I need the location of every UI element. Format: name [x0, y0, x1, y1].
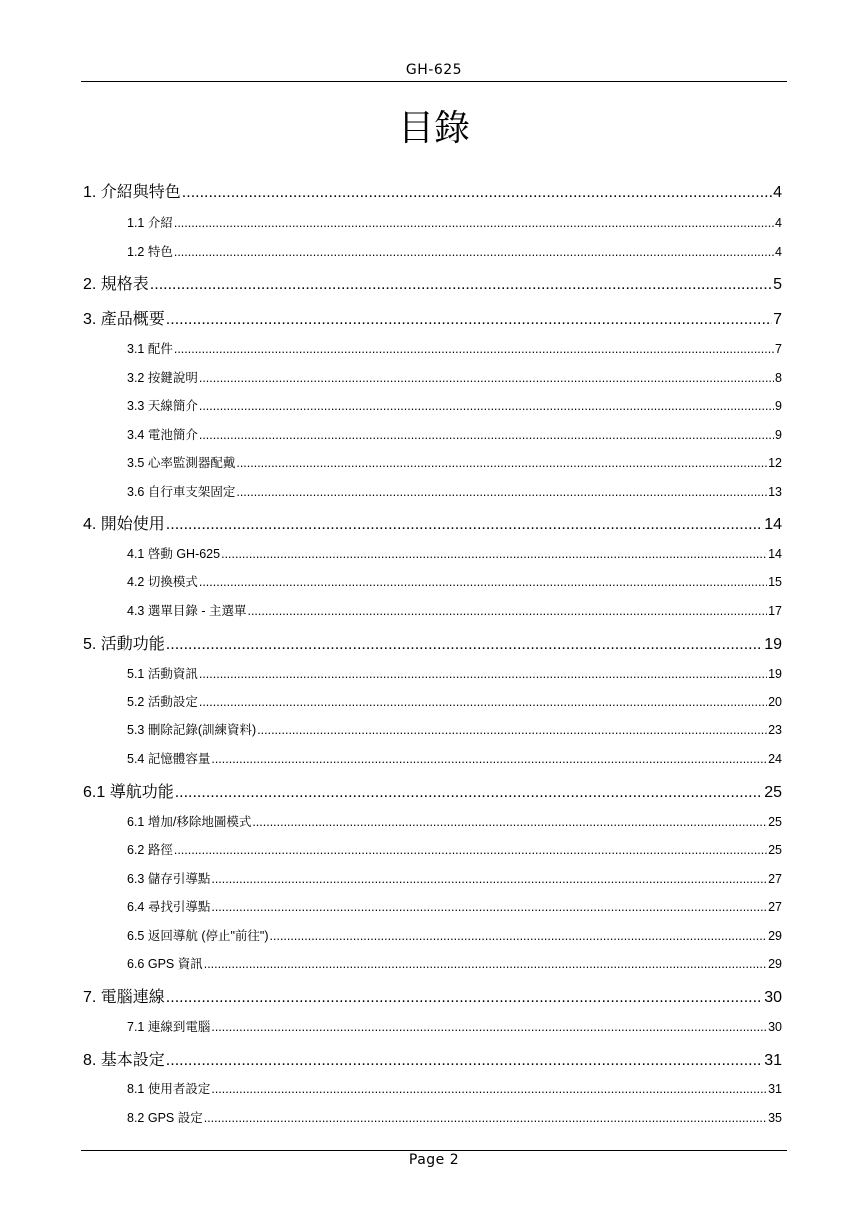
toc-section-entry[interactable] — [127, 749, 782, 767]
toc-entry-page: 9 — [775, 428, 782, 442]
toc-entry-label: 5. 活動功能 — [83, 636, 165, 653]
running-header: GH-625 — [405, 62, 463, 78]
dot-leader — [270, 929, 768, 943]
toc-entry-label: 8.1 使用者設定 — [127, 1082, 211, 1096]
toc-chapter-entry[interactable] — [83, 306, 782, 329]
toc-entry-label: 6.1 導航功能 — [83, 784, 174, 801]
dot-leader — [204, 1111, 767, 1125]
toc-entry-page: 19 — [764, 636, 782, 653]
toc-entry-page: 4 — [773, 184, 782, 201]
toc-section-entry[interactable] — [127, 242, 782, 260]
toc-chapter-entry[interactable] — [83, 511, 782, 534]
toc-entry-label: 7.1 連線到電腦 — [127, 1020, 211, 1034]
dot-leader — [211, 752, 767, 766]
toc-section-entry[interactable] — [127, 544, 782, 562]
document-title: 目錄 — [397, 108, 470, 149]
toc-entry-page: 14 — [764, 516, 782, 533]
toc-section-entry[interactable] — [127, 1017, 782, 1035]
toc-section-entry[interactable] — [127, 1108, 782, 1126]
toc-entry-label: 5.2 活動設定 — [127, 695, 198, 709]
toc-entry-label: 2. 規格表 — [83, 276, 149, 293]
dot-leader — [150, 276, 772, 294]
toc-entry-page: 35 — [768, 1111, 782, 1125]
toc-section-entry[interactable] — [127, 869, 782, 887]
dot-leader — [182, 184, 772, 202]
toc-entry-label: 6.4 尋找引導點 — [127, 900, 211, 914]
toc-entry-label: 4.2 切換模式 — [127, 575, 198, 589]
toc-entry-label: 1.2 特色 — [127, 245, 173, 259]
toc-section-entry[interactable] — [127, 897, 782, 915]
toc-section-entry[interactable] — [127, 926, 782, 944]
toc-entry-page: 4 — [775, 216, 782, 230]
toc-entry-label: 6.1 增加/移除地圖模式 — [127, 815, 252, 829]
toc-entry-label: 5.3 刪除記錄(訓練資料) — [127, 723, 257, 737]
toc-entry-label: 8.2 GPS 設定 — [127, 1111, 203, 1125]
toc-entry-label: 4.3 選單目錄 - 主選單 — [127, 604, 247, 618]
dot-leader — [166, 636, 763, 654]
toc-entry-page: 25 — [764, 784, 782, 801]
toc-section-entry[interactable] — [127, 482, 782, 500]
toc-entry-page: 25 — [768, 843, 782, 857]
toc-chapter-entry[interactable] — [83, 631, 782, 654]
toc-entry-page: 30 — [768, 1020, 782, 1034]
toc-entry-page: 13 — [768, 485, 782, 499]
toc-section-entry[interactable] — [127, 572, 782, 590]
toc-entry-page: 9 — [775, 399, 782, 413]
footer-rule — [81, 1150, 787, 1151]
dot-leader — [252, 815, 767, 829]
toc-section-entry[interactable] — [127, 396, 782, 414]
dot-leader — [174, 342, 774, 356]
toc-entry-page: 23 — [768, 723, 782, 737]
toc-section-entry[interactable] — [127, 840, 782, 858]
toc-entry-page: 20 — [768, 695, 782, 709]
toc-entry-page: 27 — [768, 872, 782, 886]
toc-section-entry[interactable] — [127, 453, 782, 471]
toc-entry-label: 5.4 記憶體容量 — [127, 752, 211, 766]
dot-leader — [199, 695, 767, 709]
dot-leader — [199, 399, 774, 413]
toc-entry-page: 31 — [764, 1052, 782, 1069]
dot-leader — [174, 216, 774, 230]
toc-entry-page: 15 — [768, 575, 782, 589]
toc-entry-label: 7. 電腦連線 — [83, 989, 165, 1006]
toc-entry-label: 3.1 配件 — [127, 342, 173, 356]
toc-entry-label: 6.3 儲存引導點 — [127, 872, 211, 886]
toc-entry-label: 3.2 按鍵說明 — [127, 371, 198, 385]
toc-entry-page: 7 — [773, 311, 782, 328]
toc-entry-label: 6.2 路徑 — [127, 843, 173, 857]
dot-leader — [257, 723, 767, 737]
dot-leader — [211, 872, 767, 886]
toc-entry-label: 6.6 GPS 資訊 — [127, 957, 203, 971]
dot-leader — [211, 1082, 767, 1096]
dot-leader — [204, 957, 767, 971]
dot-leader — [175, 784, 764, 802]
dot-leader — [166, 989, 763, 1007]
dot-leader — [199, 428, 774, 442]
toc-entry-label: 1.1 介紹 — [127, 216, 173, 230]
toc-entry-page: 8 — [775, 371, 782, 385]
dot-leader — [166, 516, 763, 534]
toc-chapter-entry[interactable] — [83, 271, 782, 294]
toc-entry-page: 31 — [768, 1082, 782, 1096]
toc-entry-label: 3. 產品概要 — [83, 311, 165, 328]
toc-section-entry[interactable] — [127, 425, 782, 443]
dot-leader — [211, 900, 767, 914]
toc-section-entry[interactable] — [127, 954, 782, 972]
toc-entry-label: 3.3 天線簡介 — [127, 399, 198, 413]
toc-entry-label: 1. 介紹與特色 — [83, 184, 181, 201]
dot-leader — [174, 843, 767, 857]
toc-section-entry[interactable] — [127, 692, 782, 710]
toc-entry-page: 17 — [768, 604, 782, 618]
toc-section-entry[interactable] — [127, 339, 782, 357]
toc-entry-label: 5.1 活動資訊 — [127, 667, 198, 681]
toc-chapter-entry[interactable] — [83, 984, 782, 1007]
dot-leader — [199, 371, 774, 385]
dot-leader — [236, 485, 767, 499]
toc-section-entry[interactable] — [127, 720, 782, 738]
dot-leader — [211, 1020, 767, 1034]
toc-chapter-entry[interactable] — [83, 779, 782, 802]
toc-entry-page: 12 — [768, 456, 782, 470]
dot-leader — [221, 547, 767, 561]
page-number: Page 2 — [408, 1152, 460, 1168]
toc-entry-page: 27 — [768, 900, 782, 914]
toc-entry-label: 4.1 啓動 GH-625 — [127, 547, 221, 561]
toc-section-entry[interactable] — [127, 664, 782, 682]
toc-entry-label: 3.4 電池簡介 — [127, 428, 198, 442]
toc-entry-page: 25 — [768, 815, 782, 829]
toc-section-entry[interactable] — [127, 213, 782, 231]
toc-entry-page: 24 — [768, 752, 782, 766]
dot-leader — [174, 245, 774, 259]
toc-chapter-entry[interactable] — [83, 1047, 782, 1070]
toc-entry-page: 30 — [764, 989, 782, 1006]
toc-section-entry[interactable] — [127, 601, 782, 619]
toc-entry-label: 3.5 心率監測器配戴 — [127, 456, 236, 470]
toc-entry-label: 6.5 返回導航 (停止"前往") — [127, 929, 269, 943]
toc-chapter-entry[interactable] — [83, 179, 782, 202]
toc-entry-page: 29 — [768, 929, 782, 943]
dot-leader — [247, 604, 767, 618]
toc-entry-label: 8. 基本設定 — [83, 1052, 165, 1069]
toc-entry-label: 3.6 自行車支架固定 — [127, 485, 236, 499]
toc-section-entry[interactable] — [127, 368, 782, 386]
dot-leader — [166, 311, 772, 329]
toc-entry-page: 5 — [773, 276, 782, 293]
toc-entry-page: 19 — [768, 667, 782, 681]
dot-leader — [236, 456, 767, 470]
toc-entry-label: 4. 開始使用 — [83, 516, 165, 533]
toc-entry-page: 7 — [775, 342, 782, 356]
dot-leader — [199, 575, 767, 589]
toc-entry-page: 14 — [768, 547, 782, 561]
dot-leader — [166, 1052, 763, 1070]
toc-entry-page: 29 — [768, 957, 782, 971]
toc-section-entry[interactable] — [127, 812, 782, 830]
toc-section-entry[interactable] — [127, 1079, 782, 1097]
toc-entry-page: 4 — [775, 245, 782, 259]
dot-leader — [199, 667, 767, 681]
